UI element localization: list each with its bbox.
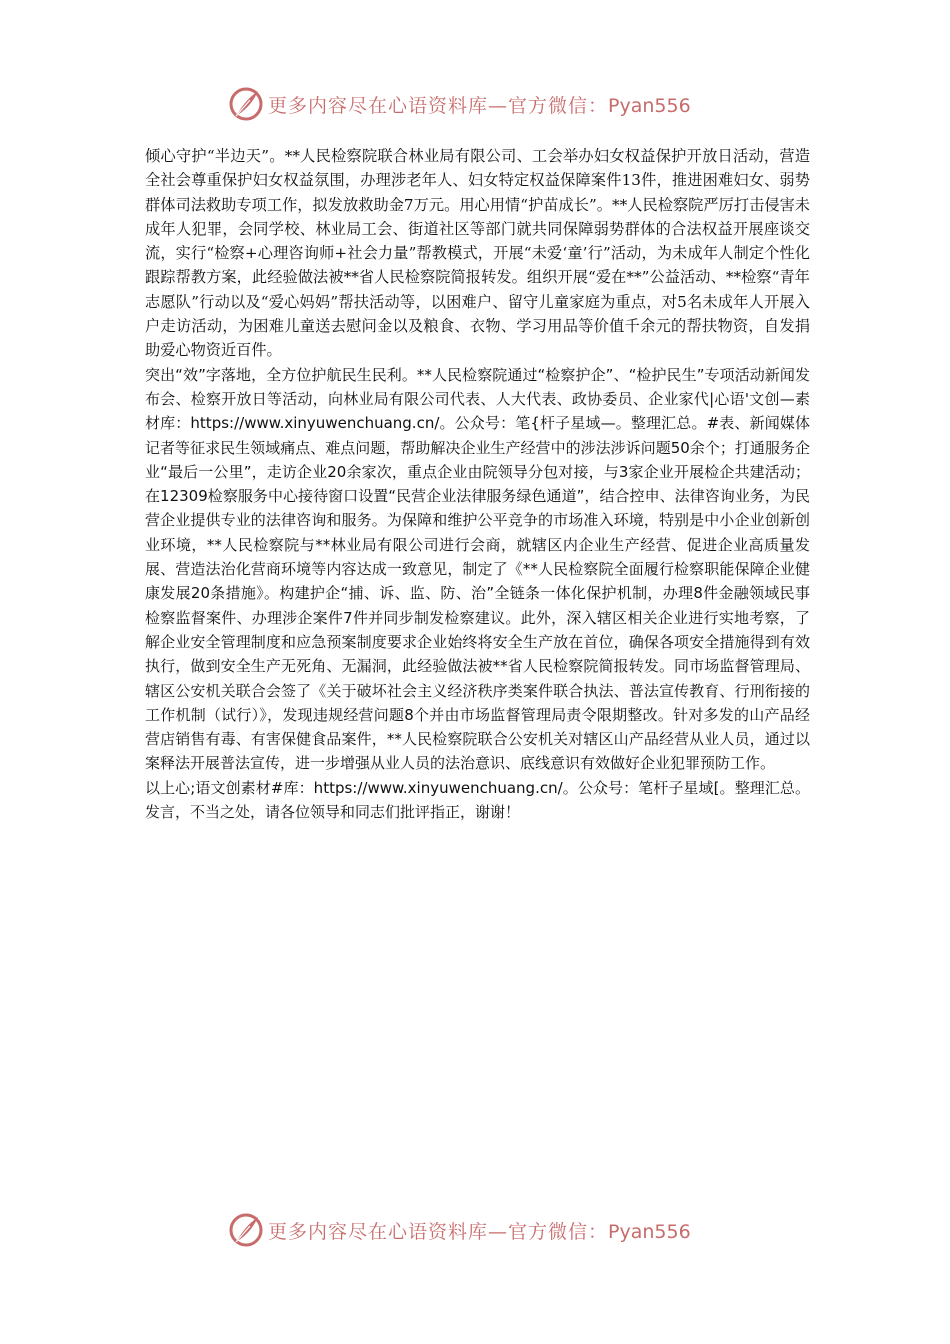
watermark-text: 更多内容尽在心语资料库—官方微信：Pyan556 xyxy=(268,1220,691,1243)
feather-pen-logo-icon xyxy=(228,1212,264,1248)
document-body xyxy=(145,144,810,824)
paragraph-women-children: 倾心守护“半边天”。**人民检察院联合林业局有限公司、工会举办妇女权益保护开放日活动，营造全社会尊重保护妇女权益氛围，办理涉老年人、妇女特定权益保障案件13件，推进困难妇女、弱势群体司法救助专项工作，拟发放救助金7万元。用心用情“护苗成长”。**人民检察院严厉打击侵害未成年人犯罪，会同学校、林业局工会、街道社区等部门就共同保障弱势群体的合法权益开展座谈交流，实行“检察+心理咨询师+社会力量”帮教模式，开展“未爱‘童’行”活动，为未成年人制定个性化跟踪帮教方案，此经验做法被**省人民检察院简报转发。组织开展“爱在**”公益活动、**检察“青年志愿队”行动以及“爱心妈妈”帮扶活动等，以困难户、留守儿童家庭为重点，对5名未成年人开展入户走访活动，为困难儿童送去慰问金以及粮食、衣物、学习用品等价值千余元的帮扶物资，自发捐助爱心物资近百件。 xyxy=(145,147,810,360)
feather-pen-logo-icon xyxy=(228,86,264,122)
paragraph-closing: 以上心;语文创素材#库：https://www.xinyuwenchuang.cn/。公众号：笔杆子星域[。整理汇总。发言，不当之处，请各位领导和同志们批评指正，谢谢！ xyxy=(145,778,810,822)
footer-watermark xyxy=(228,1210,748,1250)
header-watermark xyxy=(228,84,748,124)
paragraph-enterprise-protection: 突出“效”字落地，全方位护航民生民利。**人民检察院通过“检察护企”、“检护民生”专项活动新闻发布会、检察开放日等活动，向林业局有限公司代表、人大代表、政协委员、企业家代|心语'文创—素材库：https://www.xinyuwenchuang.cn/。公众号：笔{杆子星域—。整理汇总。#表、新闻媒体记者等征求民生领域痛点、难点问题，帮助解决企业生产经营中的涉法涉诉问题50余个；打通服务企业“最后一公里”，走访企业20余家次，重点企业由院领导分包对接，与3家企业开展检企共建活动；在12309检察服务中心接待窗口设置“民营企业法律服务绿色通道”，结合控申、法律咨询业务，为民营企业提供专业的法律咨询和服务。为保障和维护公平竞争的市场准入环境，特别是中小企业创新创业环境，**人民检察院与**林业局有限公司进行会商，就辖区内企业生产经营、促进企业高质量发展、营造法治化营商环境等内容达成一致意见，制定了《**人民检察院全面履行检察职能保障企业健康发展20条措施》。构建护企“捕、诉、监、防、治”全链条一体化保护机制，办理8件金融领域民事检察监督案件、办理涉企案件7件并同步制发检察建议。此外，深入辖区相关企业进行实地考察，了解企业安全管理制度和应急预案制度要求企业始终将安全生产放在首位，确保各项安全措施得到有效执行，做到安全生产无死角、无漏洞，此经验做法被**省人民检察院简报转发。同市场监督管理局、辖区公安机关联合会签了《关于破坏社会主义经济秩序类案件联合执法、普法宣传教育、行刑衔接的工作机制（试行）》，发现违规经营问题8个并由市场监督管理局责令限期整改。针对多发的山产品经营店销售有毒、有害保健食品案件，**人民检察院联合公安机关对辖区山产品经营从业人员，通过以案释法开展普法宣传，进一步增强从业人员的法治意识、底线意识有效做好企业犯罪预防工作。 xyxy=(145,365,810,773)
watermark-text: 更多内容尽在心语资料库—官方微信：Pyan556 xyxy=(268,94,691,117)
